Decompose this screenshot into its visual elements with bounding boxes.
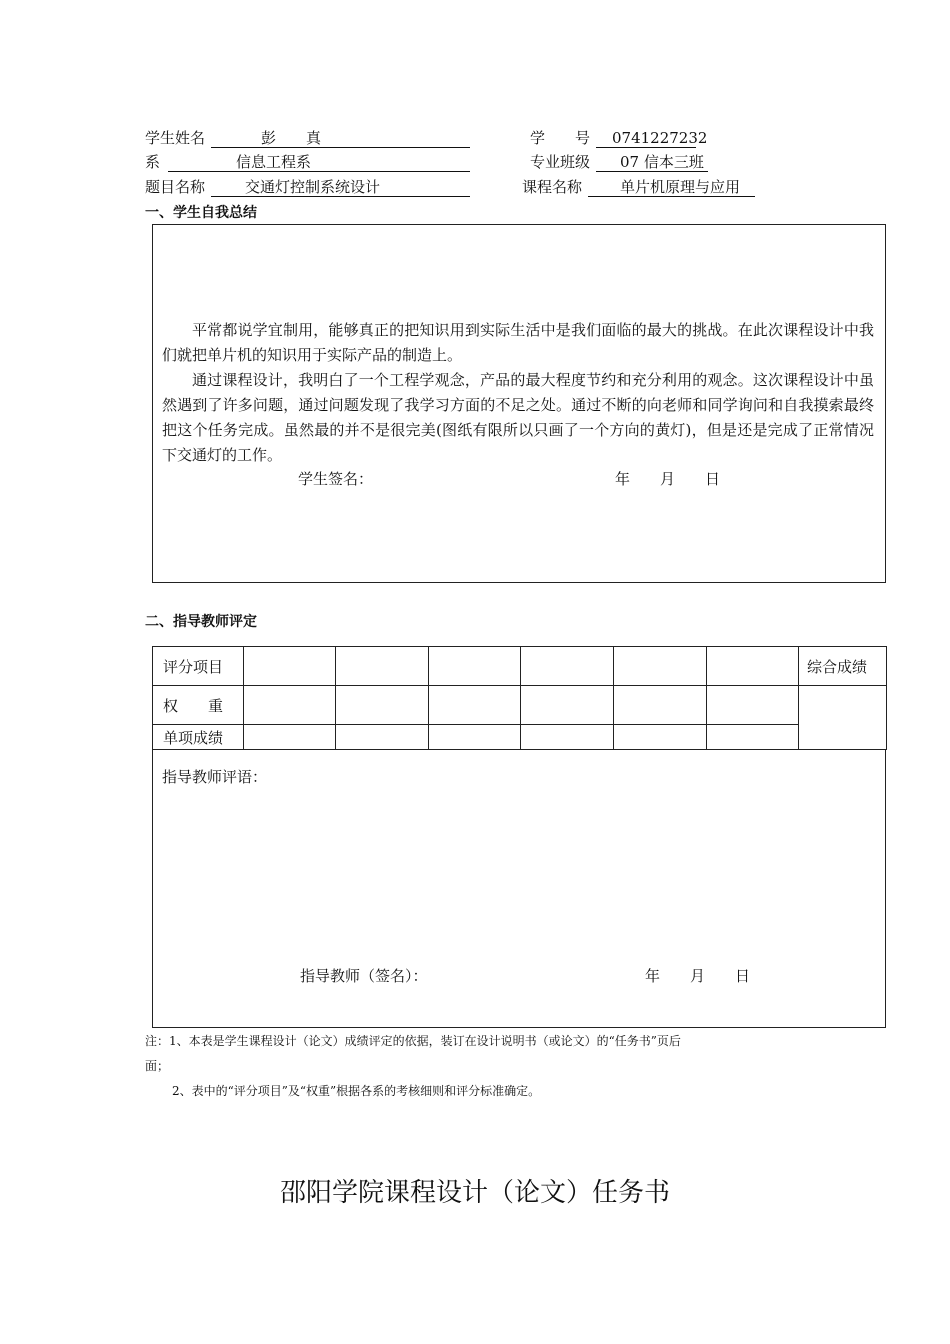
table-cell bbox=[244, 647, 336, 686]
note-line-1-continued: 面； bbox=[145, 1059, 170, 1073]
class-value: 07 信本三班 bbox=[620, 153, 704, 171]
item-score-label: 单项成绩 bbox=[153, 725, 244, 750]
note-line-2: 2、表中的“评分项目”及“权重”根据各系的考核细则和评分标准确定。 bbox=[172, 1084, 541, 1098]
table-row bbox=[153, 686, 887, 725]
table-cell bbox=[521, 686, 614, 725]
total-score-cell bbox=[799, 686, 887, 750]
total-score-label: 综合成绩 bbox=[799, 647, 887, 686]
table-cell bbox=[336, 647, 429, 686]
table-cell bbox=[244, 686, 336, 725]
self-summary-text bbox=[162, 318, 874, 468]
student-signature-label: 学生签名： bbox=[298, 470, 374, 488]
course-label: 课程名称 bbox=[522, 178, 583, 196]
student-name-value: 彭 真 bbox=[261, 129, 322, 147]
table-cell bbox=[521, 647, 614, 686]
weight-label: 权 重 bbox=[153, 686, 244, 725]
department-value: 信息工程系 bbox=[236, 153, 312, 171]
teacher-signature-label: 指导教师（签名）： bbox=[300, 967, 428, 985]
grading-table bbox=[152, 646, 887, 750]
note-line-1: 注：1、本表是学生课程设计（论文）成绩评定的依据，装订在设计说明书（或论文）的“任务书”页后 bbox=[145, 1034, 681, 1048]
table-cell bbox=[707, 647, 799, 686]
table-cell bbox=[614, 725, 707, 750]
summary-paragraph-1: 平常都说学宜制用，能够真正的把知识用到实际生活中是我们面临的最大的挑战。在此次课程设计中我们就把单片机的知识用于实际产品的制造上。 bbox=[162, 321, 874, 364]
department-label: 系 bbox=[145, 153, 161, 171]
student-name-label: 学生姓名 bbox=[145, 129, 206, 147]
table-cell bbox=[707, 725, 799, 750]
course-value: 单片机原理与应用 bbox=[620, 178, 741, 196]
class-label: 专业班级 bbox=[530, 153, 591, 171]
teacher-evaluation-heading: 二、指导教师评定 bbox=[145, 614, 257, 630]
table-row bbox=[153, 725, 887, 750]
student-id-value: 0741227232 bbox=[612, 129, 708, 147]
teacher-signature-date: 年 月 日 bbox=[645, 967, 751, 985]
department-field bbox=[168, 153, 470, 172]
student-id-label: 学 号 bbox=[530, 129, 591, 147]
student-id-field bbox=[596, 129, 708, 148]
table-cell bbox=[336, 686, 429, 725]
table-cell bbox=[614, 686, 707, 725]
topic-label: 题目名称 bbox=[145, 178, 206, 196]
class-field bbox=[596, 153, 708, 172]
table-row bbox=[153, 647, 887, 686]
table-cell bbox=[707, 686, 799, 725]
criteria-label: 评分项目 bbox=[153, 647, 244, 686]
teacher-comment-label: 指导教师评语： bbox=[162, 768, 268, 786]
summary-paragraph-2: 通过课程设计，我明白了一个工程学观念，产品的最大程度节约和充分利用的观念。这次课程设计中虽然遇到了许多问题，通过问题发现了我学习方面的不足之处。通过不断的向老师和同学询问和自我摸索最终把这个任务完成。虽然最的并不是很完美(图纸有限所以只画了一个方向的黄灯)，但是还是完成了正常情况下交通灯的工作。 bbox=[162, 371, 874, 464]
table-cell bbox=[429, 725, 521, 750]
topic-value: 交通灯控制系统设计 bbox=[245, 178, 381, 196]
course-field bbox=[588, 178, 755, 197]
table-cell bbox=[521, 725, 614, 750]
teacher-comment-box bbox=[152, 749, 886, 1028]
topic-field bbox=[211, 178, 470, 197]
student-signature-date: 年 月 日 bbox=[615, 470, 721, 488]
task-book-title: 邵阳学院课程设计（论文）任务书 bbox=[279, 1178, 670, 1208]
table-cell bbox=[429, 686, 521, 725]
table-cell bbox=[614, 647, 707, 686]
self-summary-heading: 一、学生自我总结 bbox=[145, 205, 257, 221]
student-name-field bbox=[211, 129, 470, 148]
table-cell bbox=[336, 725, 429, 750]
table-cell bbox=[244, 725, 336, 750]
table-cell bbox=[429, 647, 521, 686]
